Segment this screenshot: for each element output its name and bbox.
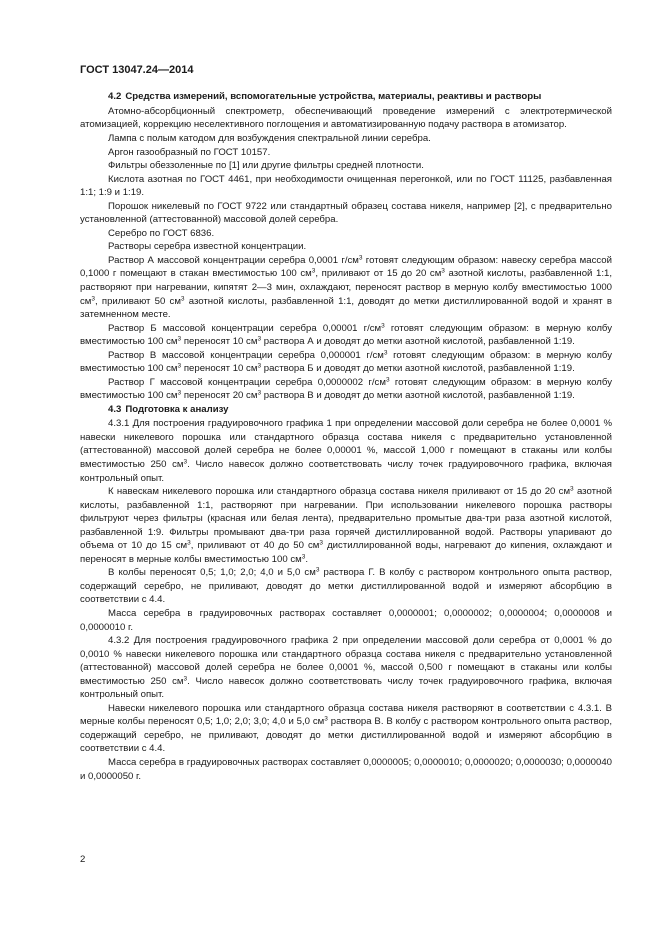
- solution-g-paragraph: Раствор Г массовой концентрации серебра 0,0000002 $г/см^3$ готовят следующим образом: в мерную колбу вместимостью 100 $см^3$ переносят 20 $см^3$ раствора В и доводят до метки азотной кислотой, разбавленной 1:19.: [80, 376, 612, 402]
- section-number: 4.2: [108, 91, 122, 102]
- section-4-3-heading: [80, 403, 612, 417]
- clause-4-3-2-paragraph: 4.3.2 Для построения градуировочного графика 2 при определении массовой доли серебра от 0,0001 % до 0,0010 % навески никелевого порошка или стандартного образца состава никеля с предварительно установленной (аттестованной) массовой долей серебра не более 0,0001 %, массой 0,500 г помещают в стаканы или колбы вместимостью 250 $см^3$. Число навесок должно соответствовать числу точек градуировочного графика, включая контрольный опыт.: [80, 635, 612, 701]
- solution-a-paragraph: Раствор А массовой концентрации серебра 0,0001 $г/см^3$ готовят следующим образом: навеску серебра массой 0,1000 г помещают в стакан вместимостью 100 $см^3$, приливают от 15 до 20 $см^3$ азотной кислоты, разбавленной 1:1, растворяют при нагревании, кипятят 2—3 мин, охлаждают, переносят раствор в мерную колбу вместимостью 1000 $см^3$, приливают 50 $см^3$ азотной кислоты, разбавленной 1:1, доводят до метки дистиллированной водой и хранят в затемненном месте.: [80, 254, 612, 321]
- section-title: Подготовка к анализу: [125, 403, 229, 415]
- section-number: 4.3: [108, 403, 122, 415]
- paragraph: Навески никелевого порошка или стандартного образца состава никеля растворяют в соответствии с 4.3.1. В мерные колбы переносят 0,5; 1,0; 2,0; 3,0; 4,0 и 5,0 $см^3$ раствора В. В колбу с раствором контрольного опыта раствор, содержащий серебро, не приливают, доводят до метки дистиллированной водой и измеряют абсорбцию в соответствии с 4.4.: [80, 702, 612, 755]
- solution-b-paragraph: Раствор Б массовой концентрации серебра 0,00001 $г/см^3$ готовят следующим образом: в мерную колбу вместимостью 100 $см^3$ переносят 10 $см^3$ раствора А и доводят до метки азотной кислотой, разбавленной 1:19.: [80, 322, 612, 348]
- solution-v-paragraph: Раствор В массовой концентрации серебра 0,000001 $г/см^3$ готовят следующим образом: в мерную колбу вместимостью 100 $см^3$ переносят 10 $см^3$ раствора Б и доводят до метки азотной кислотой, разбавленной 1:19.: [80, 349, 612, 375]
- document-header: ГОСТ 13047.24—2014: [80, 64, 194, 76]
- page-number: 2: [80, 854, 86, 865]
- paragraph: Серебро по ГОСТ 6836.: [108, 227, 215, 239]
- paragraph: Кислота азотная по ГОСТ 4461, при необходимости очищенная перегонкой, или по ГОСТ 11125, разбавленная 1:1; 1:9 и 1:19.: [80, 173, 612, 199]
- paragraph: Фильтры обеззоленные по [1] или другие фильтры средней плотности.: [108, 160, 424, 172]
- paragraph: Масса серебра в градуировочных растворах составляет 0,0000005; 0,0000010; 0,0000020; 0,0000030; 0,0000040 и 0,0000050 г.: [80, 757, 612, 782]
- clause-4-3-1-paragraph: 4.3.1 Для построения градуировочного графика 1 при определении массовой доли серебра не более 0,0001 % навески никелевого порошка или стандартного образца состава никеля с предварительно установленной (аттестованной) массовой долей серебра не более 0,00001 %, массой 1,000 г помещают в стаканы или колбы вместимостью 250 $см^3$. Число навесок должно соответствовать числу точек градуировочного графика, включая контрольный опыт.: [80, 418, 612, 484]
- document-body: [80, 90, 612, 783]
- paragraph: Порошок никелевый по ГОСТ 9722 или стандартный образец состава никеля, например [2], с предварительно установленной (аттестованной) массовой долей серебра.: [80, 200, 612, 226]
- paragraph: Масса серебра в градуировочных растворах составляет 0,0000001; 0,0000002; 0,0000004; 0,0000008 и 0,0000010 г.: [80, 608, 612, 633]
- section-4-2-heading: [80, 90, 612, 104]
- paragraph: Растворы серебра известной концентрации.: [108, 241, 307, 253]
- paragraph: К навескам никелевого порошка или стандартного образца состава никеля приливают от 15 до 20 $см^3$ азотной кислоты, разбавленной 1:1, растворяют при нагревании. При использовании никелевого порошка растворы фильтруют через фильтры (красная или белая лента), предварительно промытые два-три раза азотной кислотой, разбавленной 1:9. Фильтры промывают два-три раза горячей дистиллированной водой. Растворы упаривают до объема от 10 до 15 $см^3$, приливают от 40 до 50 $см^3$ дистиллированной воды, нагревают до кипения, охлаждают и переносят в мерные колбы вместимостью 100 $см^3$.: [80, 485, 612, 565]
- paragraph: В колбы переносят 0,5; 1,0; 2,0; 4,0 и 5,0 $см^3$ раствора Г. В колбу с раствором контрольного опыта раствор, содержащий серебро, не приливают, доводят до метки дистиллированной водой и измеряют абсорбцию в соответствии с 4.4.: [80, 566, 612, 606]
- section-title: Средства измерений, вспомогательные устройства, материалы, реактивы и растворы: [125, 91, 542, 102]
- paragraph: Атомно-абсорбционный спектрометр, обеспечивающий проведение измерений с электротермической атомизацией, коррекцию неселективного поглощения и автоматизированную подачу раствора в атомизатор.: [80, 105, 612, 131]
- paragraph: Аргон газообразный по ГОСТ 10157.: [108, 146, 271, 158]
- paragraph: Лампа с полым катодом для возбуждения спектральной линии серебра.: [108, 133, 431, 144]
